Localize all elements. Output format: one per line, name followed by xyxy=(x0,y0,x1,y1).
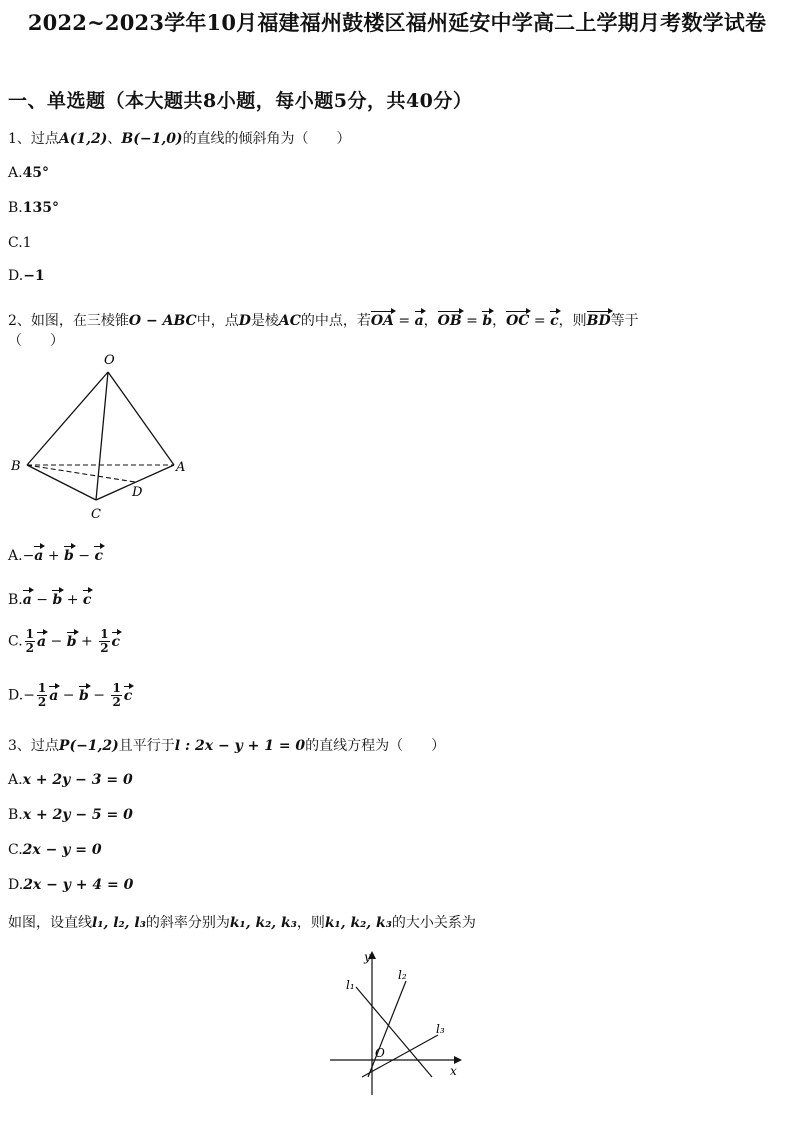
question-number: 3、 xyxy=(8,738,31,754)
q3-option-a[interactable]: A.x + 2y − 3 = 0 xyxy=(8,772,133,788)
q2-option-d[interactable]: D.− $\frac{1}{2}$ a − b − $\frac{1}{2}$ c xyxy=(8,681,133,709)
line-label-l2: l₂ xyxy=(398,968,407,982)
q3-option-c[interactable]: C.2x − y = 0 xyxy=(8,842,102,858)
vertex-label-c: C xyxy=(91,507,101,522)
q2-option-b[interactable]: B.a − b + c xyxy=(8,592,92,608)
question-1: 1、过点A(1,2)、B(−1,0)的直线的倾斜角为（ ） xyxy=(8,131,351,147)
origin-label: O xyxy=(375,1046,385,1060)
question-4: 如图，设直线l₁, l₂, l₃的斜率分别为k₁, k₂, k₃，则k₁, k₂, k₃的大小关系为 xyxy=(8,915,476,931)
point-b: B(−1,0) xyxy=(121,131,183,147)
axis-label-x: x xyxy=(450,1064,457,1078)
question-3: 3、过点P(−1,2)且平行于l : 2x − y + 1 = 0的直线方程为（ ） xyxy=(8,738,446,754)
tetrahedron-figure xyxy=(8,350,198,525)
question-2: 2、如图，在三棱锥O − ABC中，点D是棱AC的中点，若OA = a，OB = b，OC = c，则BD等于 xyxy=(8,313,639,329)
q2-option-c[interactable]: C. $\frac{1}{2}$ a − b + $\frac{1}{2}$ c xyxy=(8,627,121,655)
vertex-label-a: A xyxy=(176,460,186,475)
vertex-label-d: D xyxy=(132,485,143,500)
q3-option-d[interactable]: D.2x − y + 4 = 0 xyxy=(8,877,134,893)
point-a: A(1,2) xyxy=(58,131,108,147)
q1-option-a[interactable]: A.45° xyxy=(8,165,50,181)
exam-title: 2022~2023学年10月福建福州鼓楼区福州延安中学高二上学期月考数学试卷 xyxy=(27,10,767,35)
lines-slope-figure xyxy=(320,945,470,1105)
q1-option-c[interactable]: C.1 xyxy=(8,235,32,251)
line-label-l1: l₁ xyxy=(346,978,355,992)
question-number: 1、 xyxy=(8,131,31,147)
vertex-label-o: O xyxy=(104,353,115,368)
vertex-label-b: B xyxy=(11,459,21,474)
question-number: 2、 xyxy=(8,313,31,329)
q1-option-d[interactable]: D.−1 xyxy=(8,268,45,284)
line-label-l3: l₃ xyxy=(436,1022,445,1036)
q1-option-b[interactable]: B.135° xyxy=(8,200,59,216)
q2-option-a[interactable]: A.−a + b − c xyxy=(8,548,103,564)
q3-option-b[interactable]: B.x + 2y − 5 = 0 xyxy=(8,807,133,823)
q2-answer-paren: （ ） xyxy=(8,333,64,349)
axis-label-y: y xyxy=(364,950,371,964)
section-heading: 一、单选题（本大题共8小题，每小题5分，共40分） xyxy=(8,90,473,112)
